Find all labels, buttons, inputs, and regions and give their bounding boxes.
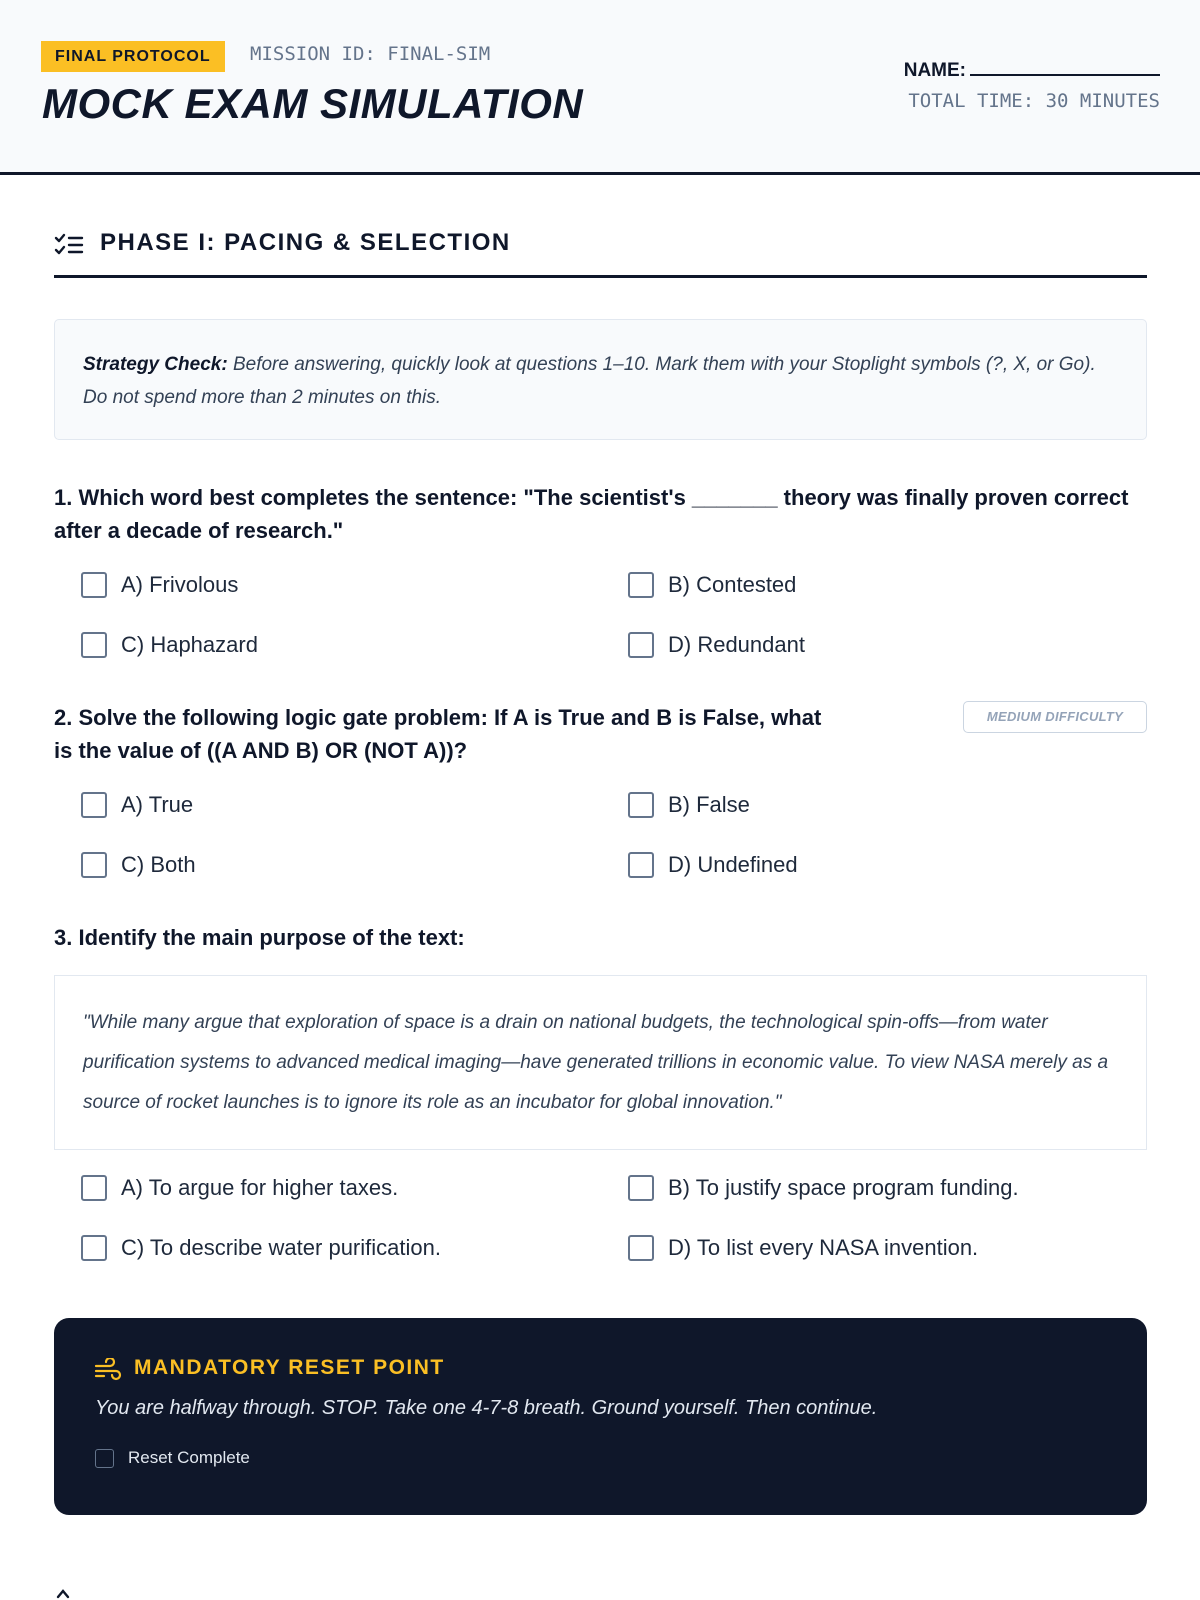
- option-label: C) Haphazard: [121, 632, 258, 657]
- reset-complete-checkbox[interactable]: [95, 1448, 250, 1468]
- question-3-option-c[interactable]: [81, 1232, 441, 1264]
- checkbox[interactable]: [95, 1449, 114, 1468]
- question-3-option-d[interactable]: [628, 1232, 978, 1264]
- protocol-badge: FINAL PROTOCOL: [41, 41, 225, 72]
- question-2-option-d[interactable]: [628, 849, 798, 881]
- checkbox[interactable]: [81, 1175, 107, 1201]
- page-header: [0, 0, 1200, 175]
- option-label: B) False: [668, 792, 750, 817]
- question-2-option-c[interactable]: [81, 849, 196, 881]
- strategy-check: [54, 319, 1147, 440]
- checkbox[interactable]: [81, 632, 107, 658]
- name-blank-line[interactable]: [970, 58, 1160, 76]
- option-label: C) To describe water purification.: [121, 1235, 441, 1260]
- section-header: [54, 229, 1147, 278]
- reset-instructions: You are halfway through. STOP. Take one 4-7-8 breath. Ground yourself. Then continue.: [95, 1397, 878, 1419]
- checklist-icon: [54, 233, 84, 257]
- reset-checkbox-label: Reset Complete: [128, 1448, 250, 1467]
- name-field[interactable]: [904, 58, 1160, 82]
- option-label: D) Redundant: [668, 632, 805, 657]
- question-3-option-a[interactable]: [81, 1172, 398, 1204]
- checkbox[interactable]: [628, 572, 654, 598]
- checkbox[interactable]: [628, 632, 654, 658]
- section-title: PHASE I: PACING & SELECTION: [100, 229, 511, 256]
- question-1-option-a[interactable]: [81, 569, 238, 601]
- difficulty-badge: MEDIUM DIFFICULTY: [963, 701, 1147, 733]
- checkbox[interactable]: [81, 792, 107, 818]
- question-1-option-c[interactable]: [81, 629, 258, 661]
- question-2-option-b[interactable]: [628, 789, 750, 821]
- checkbox[interactable]: [628, 792, 654, 818]
- checkbox[interactable]: [81, 1235, 107, 1261]
- checkbox[interactable]: [628, 852, 654, 878]
- reset-title: MANDATORY RESET POINT: [134, 1356, 445, 1379]
- reset-card: [54, 1318, 1147, 1515]
- question-3-option-b[interactable]: [628, 1172, 1019, 1204]
- question-2: 2. Solve the following logic gate problem: If A is True and B is False, what is the value of ((A AND B) OR (NOT A))?: [54, 705, 822, 763]
- strategy-label: Strategy Check:: [83, 354, 228, 375]
- total-time: TOTAL TIME: 30 MINUTES: [908, 90, 1160, 112]
- wind-icon: [94, 1358, 122, 1382]
- option-label: A) True: [121, 792, 194, 817]
- page-title: MOCK EXAM SIMULATION: [42, 80, 584, 127]
- option-label: A) Frivolous: [121, 572, 239, 597]
- mission-id: MISSION ID: FINAL-SIM: [250, 43, 491, 65]
- option-label: A) To argue for higher taxes.: [121, 1175, 399, 1200]
- checkbox[interactable]: [628, 1175, 654, 1201]
- question-1-option-b[interactable]: [628, 569, 796, 601]
- name-label: NAME:: [903, 60, 966, 81]
- checkbox[interactable]: [81, 852, 107, 878]
- next-section-icon: [54, 1585, 84, 1600]
- question-1: 1. Which word best completes the sentence: "The scientist's _______ theory was finally proven correct after a decade of research.": [54, 485, 1129, 543]
- option-label: D) To list every NASA invention.: [668, 1235, 979, 1260]
- option-label: C) Both: [121, 852, 196, 877]
- option-label: D) Undefined: [668, 852, 798, 877]
- question-3: 3. Identify the main purpose of the text:: [54, 925, 465, 950]
- strategy-text: Before answering, quickly look at questions 1–10. Mark them with your Stoplight symbols (?, X, or Go). Do not spend more than 2 minutes on this.: [83, 354, 1096, 408]
- option-label: B) To justify space program funding.: [668, 1175, 1019, 1200]
- checkbox[interactable]: [628, 1235, 654, 1261]
- question-1-option-d[interactable]: [628, 629, 805, 661]
- checkbox[interactable]: [81, 572, 107, 598]
- option-label: B) Contested: [668, 572, 797, 597]
- reading-passage: "While many argue that exploration of space is a drain on national budgets, the technological spin-offs—from water purification systems to advanced medical imaging—have generated trillions in economic value. To view NASA merely as a source of rocket launches is to ignore its role as an incubator for global innovation.": [54, 975, 1147, 1150]
- question-2-option-a[interactable]: [81, 789, 193, 821]
